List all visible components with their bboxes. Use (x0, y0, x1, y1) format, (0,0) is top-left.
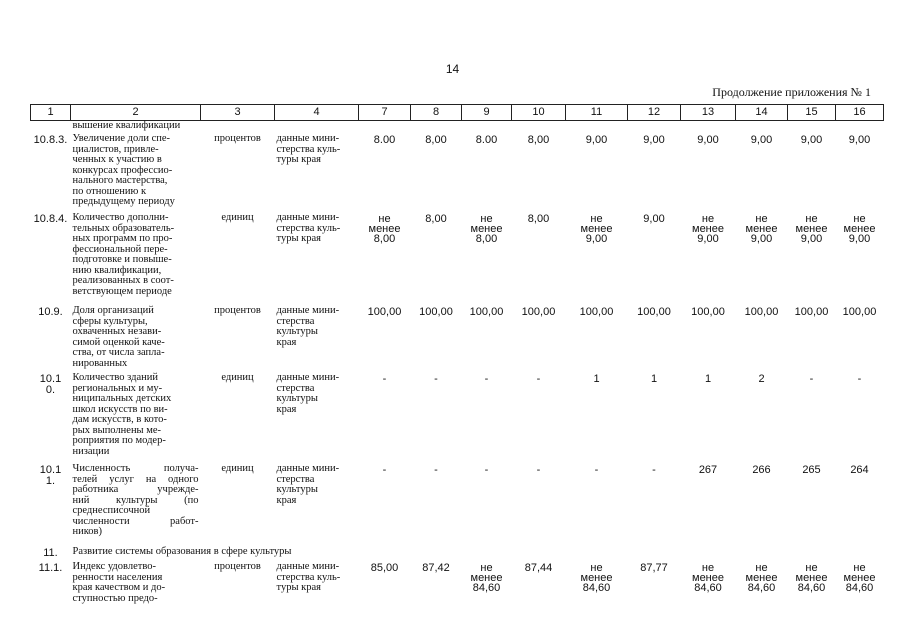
value-line: - (536, 464, 541, 476)
value-cell (628, 464, 681, 547)
value-cell (628, 373, 681, 464)
text-line: данные мини- (276, 305, 340, 316)
text-line: данные мини- (276, 561, 340, 572)
value-cell (681, 562, 736, 607)
text-line: ниципальных детских (72, 393, 172, 404)
unit-of-measure: единиц (221, 212, 254, 223)
indicator-name (71, 464, 201, 547)
value-line: 9,00 (697, 134, 719, 146)
indicator-name (71, 562, 201, 607)
text-line: конкурсах профессио- (72, 164, 173, 176)
column-number-header (31, 105, 884, 121)
value-line: - (594, 464, 599, 476)
text-line: туры края (276, 233, 321, 244)
value-line: 8,00 (527, 213, 550, 225)
text-line: Численность получа- (72, 463, 199, 474)
value-cell (411, 306, 462, 373)
text-line: края (276, 336, 297, 348)
value-line: 84,60 (747, 582, 776, 594)
value-cell (628, 134, 681, 213)
text-line: данные мини- (276, 463, 340, 474)
value-cell (736, 213, 788, 306)
value-cell (788, 464, 836, 547)
column-header: 9 (462, 105, 512, 121)
value-line: не (590, 213, 603, 225)
table-row (31, 306, 884, 373)
value-line: 9,00 (585, 134, 608, 146)
value-line: 9,00 (800, 233, 823, 245)
text-line: региональных и му- (72, 382, 163, 394)
value-cell (628, 562, 681, 607)
value-cell (736, 464, 788, 547)
column-header: 1 (31, 105, 71, 121)
value-line: 100,00 (419, 306, 453, 318)
value-line: 8,00 (425, 134, 447, 146)
text-line: ства, от числа запла- (72, 347, 165, 358)
text-line: туры края (276, 154, 321, 165)
value-line: 87,77 (640, 562, 668, 574)
unit-of-measure: процентов (214, 305, 261, 316)
text-line: подготовке и повыше- (72, 254, 172, 265)
value-line: не (590, 562, 603, 574)
unit-of-measure: единиц (221, 463, 254, 474)
table-row (31, 213, 884, 306)
text-line: тельных образователь- (72, 222, 175, 234)
value-line: менее (580, 572, 613, 584)
text-line: фессиональной пере- (72, 243, 168, 255)
value-line: - (382, 373, 387, 385)
text-line: роприятия по модер- (72, 435, 166, 446)
section-row (31, 547, 884, 562)
value-cell (566, 134, 628, 213)
value-line: 84,60 (582, 582, 611, 594)
text-line: телей услуг на одного (72, 473, 199, 485)
value-line: 8,00 (527, 134, 550, 146)
text-line: нального мастерства, (72, 175, 168, 186)
text-line: Доля организаций (72, 305, 154, 316)
value-cell (628, 213, 681, 306)
text-line: предыдущему периоду (72, 196, 175, 207)
continuation-note: Продолжение приложения № 1 (712, 85, 871, 99)
value-cell (836, 134, 884, 213)
value-line: 100,00 (469, 306, 504, 318)
value-line: 8,00 (425, 213, 447, 225)
text-line: ников) (72, 526, 103, 537)
value-line: менее (692, 223, 724, 235)
value-cell (462, 134, 512, 213)
text-line: ченных к участию в (72, 154, 162, 165)
value-cell (566, 373, 628, 464)
unit-of-measure: процентов (214, 133, 261, 144)
value-line: 100,00 (842, 306, 877, 318)
value-line: 84,60 (845, 582, 874, 594)
value-cell (836, 562, 884, 607)
value-line: - (652, 464, 656, 476)
text-line: данные мини- (276, 133, 340, 144)
value-line: 100,00 (691, 306, 725, 318)
text-line: ных программ по про- (72, 233, 173, 244)
value-line: 100,00 (521, 306, 556, 318)
value-cell (681, 464, 736, 547)
column-header: 3 (201, 105, 275, 121)
table-row (31, 134, 884, 213)
value-line: не (853, 562, 866, 574)
value-line: 100,00 (637, 306, 671, 318)
column-header: 13 (681, 105, 736, 121)
text-line: края (276, 403, 297, 415)
section-title: Развитие системы образования в сфере культуры (72, 546, 292, 557)
text-line: среднесписочной (72, 505, 151, 516)
value-line: 84,60 (694, 582, 722, 594)
value-cell (736, 373, 788, 464)
value-cell (836, 213, 884, 306)
value-cell (462, 306, 512, 373)
column-header: 12 (628, 105, 681, 121)
indicator-name (71, 134, 201, 213)
text-line: ренности населения (72, 571, 163, 583)
value-line: 9,00 (848, 134, 871, 146)
indicator-code: 11.1. (38, 562, 63, 574)
value-cell (836, 464, 884, 547)
column-header: 2 (71, 105, 201, 121)
value-cell (462, 464, 512, 547)
table-row (31, 373, 884, 464)
value-cell (566, 562, 628, 607)
value-line: не (805, 213, 818, 225)
value-line: менее (745, 223, 778, 235)
value-cell (411, 134, 462, 213)
text-line: работника учрежде- (72, 484, 199, 495)
value-cell (836, 306, 884, 373)
data-source (275, 134, 359, 213)
value-line: менее (470, 223, 503, 235)
text-line: 1. (45, 474, 56, 487)
value-cell (681, 213, 736, 306)
text-line: культуры (276, 484, 318, 495)
value-line: менее (795, 223, 828, 235)
value-line: 1 (593, 373, 600, 385)
value-line: не (480, 213, 493, 225)
value-cell (462, 213, 512, 306)
text-line: низации (72, 445, 110, 457)
value-cell (681, 134, 736, 213)
value-line: 87,44 (524, 562, 553, 574)
value-cell (411, 213, 462, 306)
value-line: 264 (850, 464, 869, 476)
value-line: - (809, 373, 814, 385)
unit-of-measure: процентов (214, 561, 261, 572)
text-line: Индекс удовлетво- (72, 561, 156, 572)
value-line: 9,00 (643, 134, 665, 146)
value-cell (681, 373, 736, 464)
value-line: - (382, 464, 387, 476)
value-cell (512, 213, 566, 306)
value-cell (788, 562, 836, 607)
value-line: менее (843, 223, 876, 235)
text-line: ступностью предо- (72, 592, 158, 604)
value-line: не (378, 213, 391, 225)
value-cell (512, 373, 566, 464)
column-header: 10 (512, 105, 566, 121)
value-cell (359, 134, 411, 213)
value-cell (836, 373, 884, 464)
previous-row-tail (31, 121, 884, 135)
text-line: туры края (276, 582, 321, 593)
value-cell (359, 464, 411, 547)
value-line: 266 (752, 464, 771, 476)
value-line: менее (843, 572, 876, 584)
value-line: 9,00 (585, 233, 608, 245)
column-header: 14 (736, 105, 788, 121)
data-source (275, 373, 359, 464)
value-cell (788, 306, 836, 373)
column-header: 16 (836, 105, 884, 121)
text-line: стерства куль- (276, 143, 341, 155)
indicator-code: 10.8.3. (33, 134, 68, 146)
value-cell (512, 562, 566, 607)
value-line: 100,00 (579, 306, 614, 318)
value-line: менее (470, 572, 503, 584)
text-line: нированных (72, 357, 128, 369)
unit-of-measure: единиц (221, 372, 254, 383)
column-header: 7 (359, 105, 411, 121)
text-line: культуры (276, 393, 318, 404)
text-line: Количество зданий (72, 372, 158, 383)
text-line: 10.1 (39, 464, 62, 476)
value-line: менее (745, 572, 778, 584)
text-line: по отношению к (72, 185, 147, 197)
text-line: данные мини- (276, 212, 340, 223)
text-line: нию квалификации, (72, 264, 162, 276)
table-row (31, 464, 884, 547)
value-line: 8,00 (475, 233, 498, 245)
value-cell (411, 562, 462, 607)
text-line: данные мини- (276, 372, 340, 383)
text-line: края качеством и до- (72, 582, 166, 593)
text-line: стерства куль- (276, 222, 341, 234)
text-line: стерства (276, 473, 315, 485)
value-cell (359, 373, 411, 464)
indicator-code (31, 464, 71, 547)
data-source (275, 213, 359, 306)
value-line: 87,42 (422, 562, 450, 574)
indicator-code (31, 373, 71, 464)
data-source (275, 464, 359, 547)
value-line: не (755, 562, 768, 574)
text-line: школ искусств по ви- (72, 403, 168, 415)
page-number: 14 (445, 62, 460, 76)
text-line: численности работ- (72, 515, 199, 527)
value-line: не (480, 562, 493, 574)
value-line: - (434, 464, 438, 476)
value-line: 8,00 (373, 233, 396, 245)
text-line: Увеличение доли спе- (72, 133, 171, 144)
value-line: 100,00 (794, 306, 829, 318)
value-line: не (701, 562, 715, 574)
value-line: 100,00 (744, 306, 779, 318)
value-cell (788, 373, 836, 464)
value-line: не (853, 213, 866, 225)
value-cell (359, 306, 411, 373)
value-cell (566, 306, 628, 373)
value-line: 9,00 (750, 134, 773, 146)
text-line: 10.1 (39, 373, 62, 385)
value-cell (512, 306, 566, 373)
value-line: 9,00 (800, 134, 823, 146)
text-line: дам искусств, в кото- (72, 414, 167, 425)
text-line: симой оценкой каче- (72, 336, 165, 348)
indicator-name (71, 373, 201, 464)
value-line: 84,60 (472, 582, 501, 594)
value-cell (359, 213, 411, 306)
value-cell (411, 464, 462, 547)
value-line: 1 (650, 373, 658, 385)
text-line: реализованных в соот- (72, 275, 174, 286)
value-line: 2 (758, 373, 765, 385)
value-line: 9,00 (848, 233, 871, 245)
text-line: охваченных незави- (72, 326, 162, 337)
text-line: рых выполнены ме- (72, 424, 162, 436)
value-line: 84,60 (797, 582, 826, 594)
value-cell (736, 134, 788, 213)
indicator-name (71, 213, 201, 306)
column-header: 4 (275, 105, 359, 121)
text-line: стерства куль- (276, 571, 341, 583)
value-cell (462, 373, 512, 464)
value-cell (566, 464, 628, 547)
value-cell (462, 562, 512, 607)
value-line: 267 (698, 464, 718, 476)
text-line: культуры (276, 326, 318, 337)
value-cell (359, 562, 411, 607)
column-header: 11 (566, 105, 628, 121)
value-line: - (484, 464, 489, 476)
column-header: 8 (411, 105, 462, 121)
previous-row-text: вышение квалификации (72, 120, 181, 131)
value-line: 9,00 (643, 213, 665, 225)
value-cell (628, 306, 681, 373)
value-line: 8.00 (373, 134, 396, 146)
value-line: не (701, 213, 715, 225)
value-cell (512, 464, 566, 547)
value-cell (736, 562, 788, 607)
value-cell (566, 213, 628, 306)
value-line: - (434, 373, 438, 385)
text-line: стерства (276, 315, 315, 327)
value-line: 9,00 (750, 233, 773, 245)
section-code: 11. (43, 547, 58, 559)
text-line: Количество дополни- (72, 212, 169, 223)
value-line: - (857, 373, 862, 385)
text-line: 0. (45, 383, 56, 396)
text-line: стерства (276, 382, 315, 394)
value-cell (788, 213, 836, 306)
value-cell (788, 134, 836, 213)
text-line: края (276, 494, 297, 506)
value-cell (512, 134, 566, 213)
text-line: ветствующем периоде (72, 285, 172, 297)
value-line: 9,00 (697, 233, 719, 245)
value-line: 1 (704, 373, 712, 385)
value-line: менее (368, 223, 401, 235)
value-line: 265 (802, 464, 821, 476)
value-line: менее (580, 223, 613, 235)
indicator-code: 10.9. (38, 306, 63, 318)
text-line: сферы культуры, (72, 315, 148, 327)
data-source (275, 306, 359, 373)
value-line: - (484, 373, 489, 385)
value-line: не (805, 562, 818, 574)
indicator-name (71, 306, 201, 373)
table-row (31, 562, 884, 607)
text-line: ний культуры (по (72, 494, 199, 506)
value-line: менее (692, 572, 724, 584)
value-cell (411, 373, 462, 464)
value-line: 85,00 (370, 562, 399, 574)
value-line: менее (795, 572, 828, 584)
value-line: не (755, 213, 768, 225)
text-line: циалистов, привле- (72, 143, 159, 155)
column-header: 15 (788, 105, 836, 121)
value-cell (681, 306, 736, 373)
value-cell (736, 306, 788, 373)
indicator-code: 10.8.4. (33, 213, 68, 225)
indicators-table (30, 104, 884, 607)
data-source (275, 562, 359, 607)
value-line: 8.00 (475, 134, 498, 146)
value-line: - (536, 373, 541, 385)
value-line: 100,00 (367, 306, 402, 318)
